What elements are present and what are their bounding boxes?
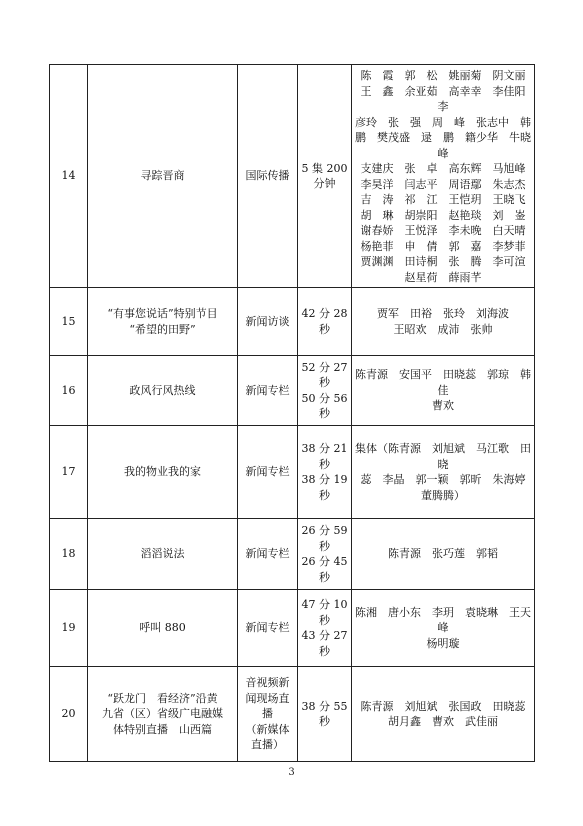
row-number: 19 — [50, 590, 88, 667]
row-number: 14 — [50, 65, 88, 288]
program-title: 政风行风热线 — [88, 356, 238, 426]
awards-table — [49, 64, 535, 762]
staff-line: 陈青源 张巧莲 郭韬 — [388, 547, 498, 561]
program-type: 新闻专栏 — [238, 426, 298, 519]
staff-line: 陈湘 唐小东 李玥 袁晓琳 王天峰 — [355, 605, 531, 635]
program-type: 新闻专栏 — [238, 590, 298, 667]
staff-line: 赵星荷 薛雨芊 — [404, 270, 482, 284]
staff-line: 彦玲 张 强 周 峰 张志中 韩 — [355, 115, 531, 129]
row-number: 17 — [50, 426, 88, 519]
staff-line: 王昭欢 成沛 张帅 — [393, 322, 493, 336]
staff-line: 董腾腾） — [421, 488, 465, 502]
staff-line: 鹏 樊茂盛 逯 鹏 籍少华 牛晓峰 — [355, 131, 531, 160]
staff-line: 胡 琳 胡崇阳 赵艳琰 刘 崟 — [360, 208, 526, 222]
staff-line: 支建庆 张 卓 高东辉 马旭峰 — [360, 162, 526, 175]
duration-line: 50 分 56 秒 — [301, 391, 348, 420]
staff-line: 贾渊渊 田诗桐 张 腾 李可渲 — [360, 255, 526, 268]
program-staff — [352, 65, 535, 288]
duration-line: 43 分 27 秒 — [301, 629, 348, 658]
title-line: 体特别直播 山西篇 — [113, 722, 212, 736]
table-row — [50, 65, 535, 288]
program-staff — [352, 667, 535, 762]
program-duration: 5 集 200 分钟 — [298, 65, 352, 288]
program-staff — [352, 356, 535, 426]
staff-line: 陈青源 刘旭斌 张国政 田晓蕊 — [360, 699, 526, 713]
staff-line: 杨明璇 — [426, 636, 460, 650]
row-number: 16 — [50, 356, 88, 426]
program-type: 国际传播 — [238, 65, 298, 288]
row-number: 20 — [50, 667, 88, 762]
program-duration — [298, 426, 352, 519]
duration-line: 47 分 10 秒 — [301, 598, 348, 627]
program-type — [238, 667, 298, 762]
program-title: 滔滔说法 — [88, 519, 238, 590]
page-number: 3 — [288, 767, 295, 778]
type-line: 音视频新 — [245, 676, 290, 690]
staff-line: 谢春娇 王悦泽 李未晚 白天晴 — [360, 224, 526, 237]
staff-line: 李昊洋 闫志平 周语鄢 朱志杰 — [360, 177, 526, 191]
staff-line: 杨艳菲 申 倩 郭 嘉 李梦菲 — [360, 239, 526, 253]
staff-line: 陈 霞 郭 松 姚丽菊 阴文丽 — [360, 69, 526, 82]
program-title: 寻踪晋商 — [88, 65, 238, 288]
program-staff — [352, 590, 535, 667]
staff-line: 集体（陈青源 刘旭斌 马江歌 田晓 — [355, 442, 531, 471]
program-title: 呼叫 880 — [88, 590, 238, 667]
program-duration — [298, 519, 352, 590]
program-duration — [298, 590, 352, 667]
staff-line: 吉 涛 祁 江 王恺玥 王晓飞 — [360, 193, 526, 206]
staff-line: 胡月鑫 曹欢 武佳丽 — [388, 715, 498, 728]
staff-line: 蕊 李晶 郭一颖 郭昕 朱海婷 — [360, 473, 526, 486]
table-row — [50, 667, 535, 762]
title-line: “希望的田野” — [129, 322, 196, 336]
program-staff — [352, 426, 535, 519]
type-line: 播 — [262, 707, 273, 721]
table-row — [50, 356, 535, 426]
title-line: 九省（区）省级广电融媒 — [102, 707, 223, 721]
duration-line: 38 分 21 秒 — [301, 442, 348, 471]
program-type: 新闻访谈 — [238, 288, 298, 356]
program-duration: 42 分 28 秒 — [298, 288, 352, 356]
program-duration: 38 分 55 秒 — [298, 667, 352, 762]
duration-line: 52 分 27 秒 — [301, 360, 348, 389]
type-line: （新媒体 — [245, 722, 290, 736]
staff-line: 王 鑫 余亚茹 高幸幸 李佳阳 李 — [360, 84, 537, 113]
program-title — [88, 288, 238, 356]
staff-line: 曹欢 — [432, 399, 454, 413]
title-line: “跃龙门 看经济”沿黄 — [107, 691, 218, 705]
type-line: 直播） — [251, 738, 284, 752]
program-duration — [298, 356, 352, 426]
staff-line: 陈青源 安国平 田晓蕊 郭琼 韩佳 — [355, 368, 531, 397]
program-staff — [352, 288, 535, 356]
program-title — [88, 667, 238, 762]
row-number: 18 — [50, 519, 88, 590]
program-type: 新闻专栏 — [238, 356, 298, 426]
program-staff — [352, 519, 535, 590]
title-line: “有事您说话”特别节目 — [107, 307, 218, 320]
duration-line: 26 分 45 秒 — [301, 555, 348, 584]
row-number: 15 — [50, 288, 88, 356]
type-line: 闻现场直 — [245, 691, 290, 705]
program-type: 新闻专栏 — [238, 519, 298, 590]
table-row — [50, 288, 535, 356]
duration-line: 38 分 19 秒 — [301, 473, 348, 502]
table-row — [50, 426, 535, 519]
table-row — [50, 519, 535, 590]
table-row — [50, 590, 535, 667]
staff-line: 贾军 田裕 张玲 刘海波 — [377, 307, 509, 320]
program-title: 我的物业我的家 — [88, 426, 238, 519]
duration-line: 26 分 59 秒 — [301, 524, 348, 553]
